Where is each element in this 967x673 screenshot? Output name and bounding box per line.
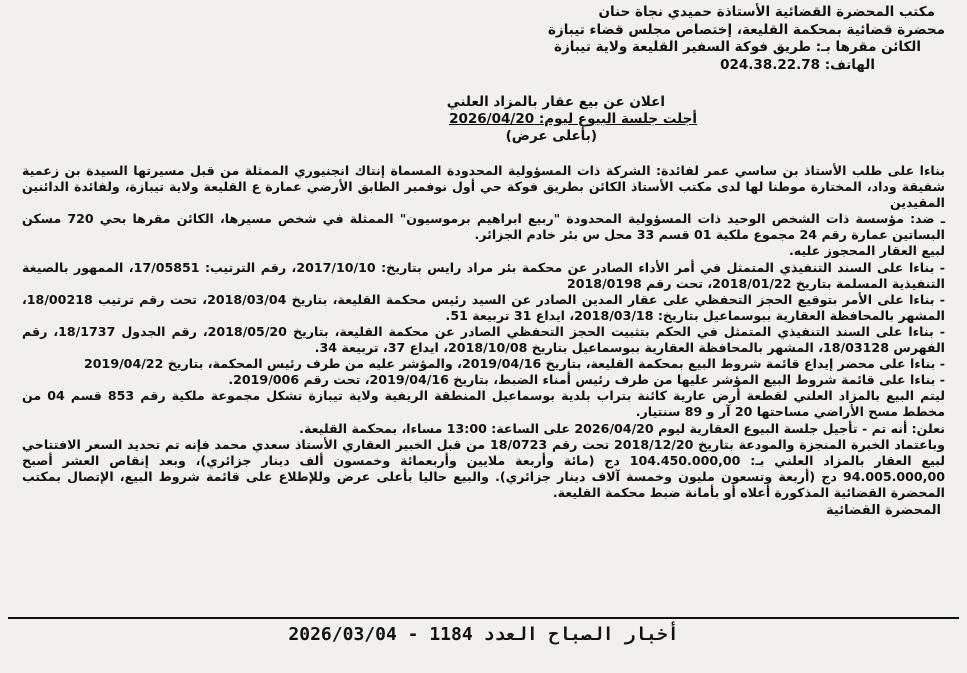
office-phone: الهاتف: 024.38.22.78	[720, 56, 875, 73]
notice-title: اعلان عن بيع عقار بالمزاد العلني	[446, 94, 665, 110]
paragraph-executive-title: - بناءا على السند التنفيذي المتمثل في أمر الأداء الصادر عن محكمة بئر مراد رايس بتاريخ: 2017/10/10، رقم الترتيب: 17/05851، الممهور بالصيغة التنفيذية المسلمة بتاريخ 2018/01/22، تحت رقم 2018/0198	[22, 259, 945, 291]
office-jurisdiction: محضرة قضائية بمحكمة القليعة، إختصاص مجلس قضاء تيبازة	[547, 21, 945, 38]
office-name: مكتب المحضرة القضائية الأستاذة حميدي نجاة حنان	[598, 4, 935, 20]
notice-body	[22, 163, 945, 501]
paragraph-price: وباعتماد الخبرة المنجزة والمودعة بتاريخ 2018/12/20 تحت رقم 18/0723 من قبل الخبير العقاري الأستاذ سعدي محمد فإنه تم تحديد السعر الافتتاحي لبيع العقار بالمزاد العلني بـ: 104.450.000,00 دج (مائة وأربعة ملايين وأربعمائة وخمسون ألف دينار جزائري)، وبعد إنقاص العشر أصبح 94.005.000,00 دج (أربعة وتسعون مليون وخمسة آلاف دينار جزائري). والبيع حاليا بأعلى عرض وللإطلاع على قائمة شروط البيع، الإتصال بمكتب المحضرة القضائية المذكورة أعلاه أو بأمانة ضبط محكمة القليعة.	[22, 436, 945, 500]
footer-divider	[8, 617, 959, 619]
notice-header	[22, 4, 945, 74]
paragraph-announcement: نعلن: أنه تم - تأجيل جلسة البيوع العقارية ليوم 2026/04/20 على الساعة: 13:00 مساءا، بمحكمة القليعة.	[299, 420, 945, 436]
office-address: الكائن مقرها بـ: طريق فوكة السفير القليعة ولاية تيبازة	[553, 39, 921, 55]
paragraph-conditions-list: - بناءا على قائمة شروط البيع المؤشر عليها من طرف رئيس أمناء الضبط، بتاريخ 2019/04/16، تحت رقم 2019/006.	[228, 372, 945, 388]
paragraph-seizure-confirmation: - بناءا على السند التنفيذي المتمثل في الحكم بتثبيت الحجز التحفظي الصادر عن محكمة القليعة، بتاريخ 2018/05/20، رقم الجدول 18/1737، رقم الفهرس 18/03128، المشهر بالمحافظة العقارية ببوسماعيل بتاريخ 2018/10/08، ايداع 37، تربيعة 34.	[22, 323, 945, 356]
signature: المحضرة القضائية	[826, 502, 941, 518]
paragraph-property: ليتم البيع بالمزاد العلني لقطعة أرض عارية كائنة بتراب بلدية بوسماعيل المنطقة الريفية ولاية تيبازة تشكل مجموعة ملكية رقم 853 قسم 04 من مخطط مسح الأراضي مساحتها 20 آر و 89 سنتيار.	[22, 388, 946, 420]
highest-bid-title: (بأعلى عرض)	[505, 128, 597, 144]
paragraph-purpose: لبيع العقار المحجوز عليه.	[788, 243, 945, 259]
newspaper-footer: أخبار الصباح العدد 1184 - 2026/03/04	[288, 624, 679, 645]
paragraph-seizure-order: - بناءا على الأمر بتوقيع الحجز التحفظي على عقار المدين الصادر عن السيد رئيس محكمة القليعة، بتاريخ 2018/03/04، تحت رقم ترتيب 18/00218، المشهر بالمحافظة العقارية ببوسماعيل بتاريخ: 2018/03/18، ايداع 31 تربيعة 51.	[22, 291, 945, 323]
session-date-title: أجلت جلسة البيوع ليوم: 2026/04/20	[449, 111, 697, 127]
paragraph-requester: بناءا على طلب الأستاذ بن ساسي عمر لفائدة: الشركة ذات المسؤولية المحدودة المسماة إنتاك انجنيوري الممثلة من قبل مسيرتها السيدة بن زعمية شفيقة وداد، المختارة موطنا لها لدى مكتب الأستاذ الكائن بطريق فوكة حي أول نوفمبر الطابق الأرضي عمارة ع القليعة ولاية تيبازة، ولفائدة الدائنين المقيدين	[22, 163, 945, 211]
paragraph-conditions-deposit: - بناءا على محضر إيداع قائمة شروط البيع بمحكمة القليعة، بتاريخ 2019/04/16، والمؤشر عليه من طرف رئيس المحكمة، بتاريخ 2019/04/22	[84, 356, 945, 372]
notice-titles	[22, 94, 697, 145]
paragraph-defendant: ـ ضد: مؤسسة ذات الشخص الوحيد ذات المسؤولية المحدودة "ربيع ابراهيم برموسيون" الممثلة في شخص مسيرها، الكائن مقرها بحي 720 مسكن البساتين عمارة رقم 24 مجموع ملكية 01 قسم 33 محل س بئر خادم الجزائر.	[22, 211, 945, 243]
